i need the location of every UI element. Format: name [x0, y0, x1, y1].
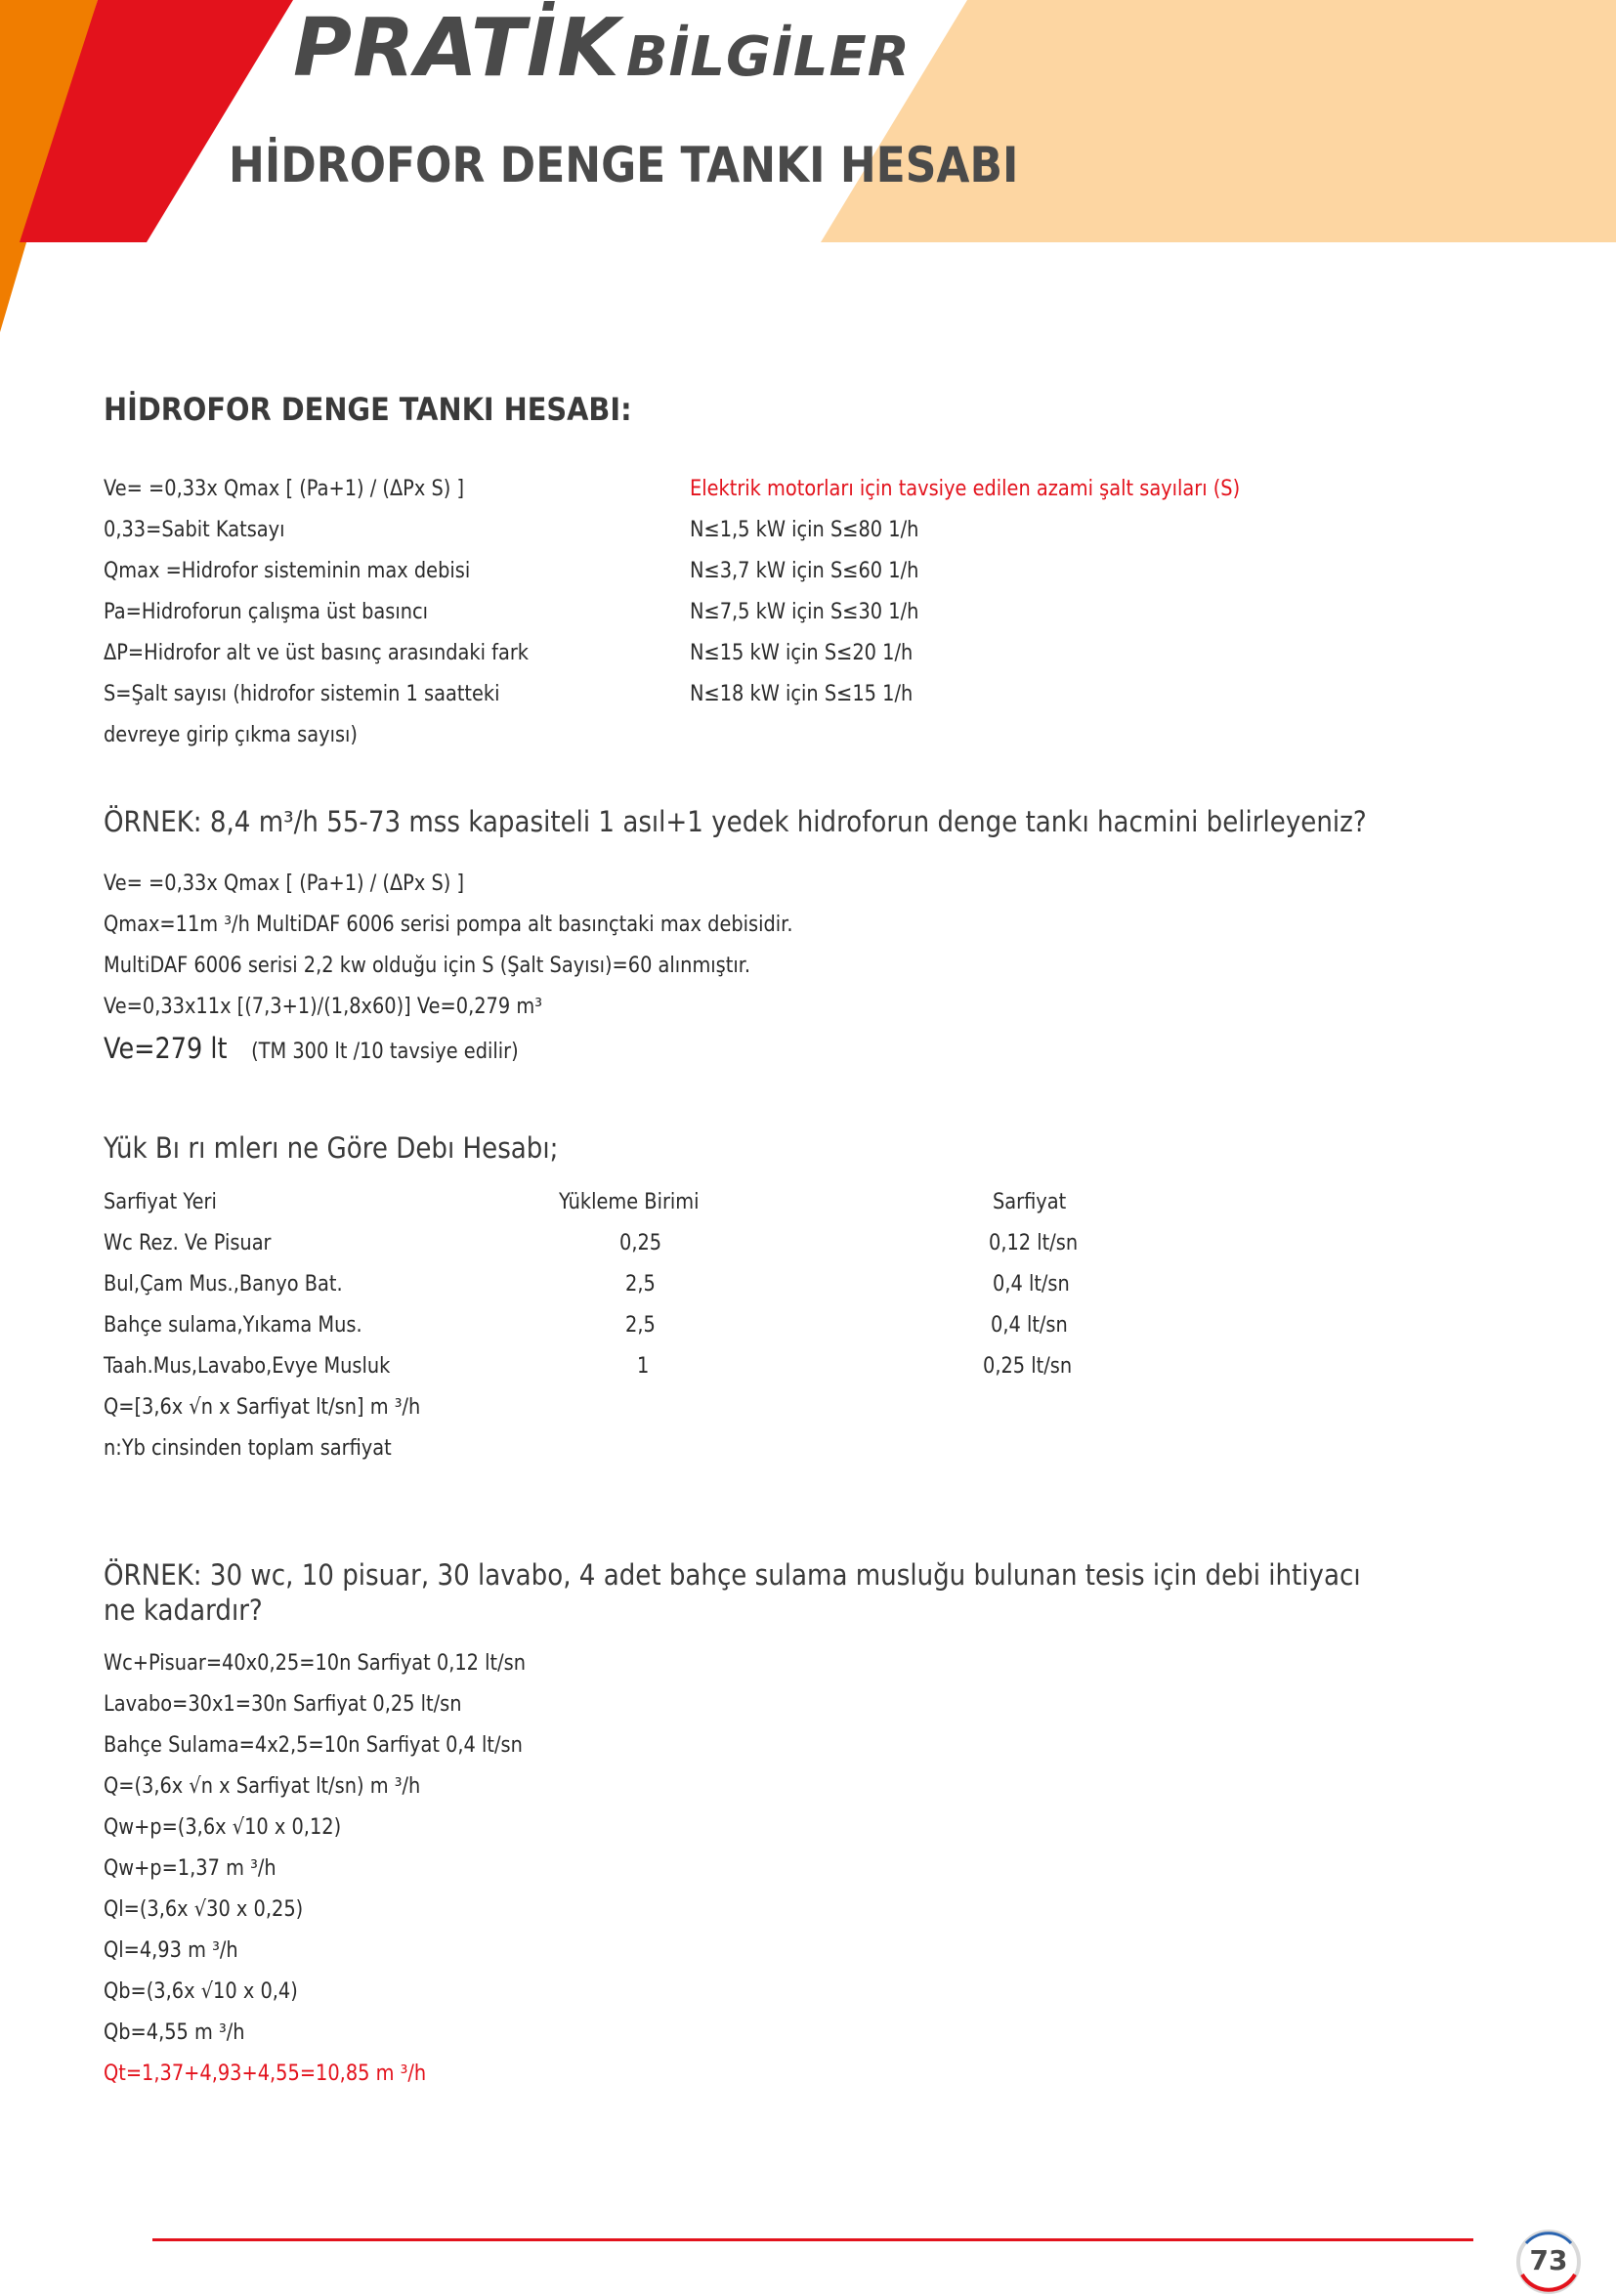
table-cell: 0,12 lt/sn — [989, 1231, 1079, 1255]
example2-line: Wc+Pisuar=40x0,25=10n Sarfiyat 0,12 lt/sn — [104, 1651, 527, 1676]
example1-result: Ve=279 lt — [104, 1032, 228, 1065]
example1-body — [104, 864, 887, 1069]
banner-peach-block — [821, 0, 1616, 242]
table-cell: Taah.Mus,Lavabo,Evye Musluk — [104, 1354, 391, 1379]
example2-line: Q=(3,6x √n x Sarfiyat lt/sn) m ³/h — [104, 1774, 421, 1799]
formula-line: Pa=Hidroforun çalışma üst basıncı — [104, 600, 429, 624]
example1-result-line — [104, 1028, 792, 1069]
debi-formula — [104, 1387, 464, 1469]
example1-recommendation: (TM 300 lt /10 tavsiye edilir) — [251, 1040, 519, 1064]
formula-line: 0,33=Sabit Katsayı — [104, 518, 285, 542]
example2-line: Ql=4,93 m ³/h — [104, 1938, 238, 1963]
example2-line: Ql=(3,6x √30 x 0,25) — [104, 1897, 304, 1922]
formula-definitions — [104, 469, 586, 756]
example1-line: Qmax=11m ³/h MultiDAF 6006 serisi pompa alt basınçtaki max debisidir. — [104, 913, 793, 937]
switching-line: N≤18 kW için S≤15 1/h — [690, 682, 914, 706]
page-title: HİDROFOR DENGE TANKI HESABI — [229, 137, 1019, 193]
switching-line: N≤3,7 kW için S≤60 1/h — [690, 559, 919, 583]
switching-line: N≤7,5 kW için S≤30 1/h — [690, 600, 919, 624]
example1-line: Ve=0,33x11x [(7,3+1)/(1,8x60)] Ve=0,279 m³ — [104, 995, 542, 1019]
formula-line: S=Şalt sayısı (hidrofor sistemin 1 saatteki — [104, 682, 500, 706]
brand-title: PRATİK — [293, 2, 620, 95]
example2-result: Qt=1,37+4,93+4,55=10,85 m ³/h — [104, 2062, 427, 2086]
formula-line: devreye girip çıkma sayısı) — [104, 723, 358, 747]
example2-heading-line: ÖRNEK: 30 wc, 10 pisuar, 30 lavabo, 4 adet bahçe sulama musluğu bulunan tesis için debi ihtiyacı — [104, 1558, 1361, 1592]
formula-line: Ve= =0,33x Qmax [ (Pa+1) / (ΔPx S) ] — [104, 477, 465, 501]
example2-line: Qw+p=1,37 m ³/h — [104, 1856, 276, 1881]
example2-line: Qw+p=(3,6x √10 x 0,12) — [104, 1815, 342, 1840]
switching-recommendations — [690, 469, 1315, 715]
table-header-load-unit: Yükleme Birimi — [559, 1190, 700, 1214]
example2-line: Lavabo=30x1=30n Sarfiyat 0,25 lt/sn — [104, 1692, 462, 1717]
formula-line: Qmax =Hidrofor sisteminin max debisi — [104, 559, 471, 583]
table-cell: 0,25 — [619, 1231, 662, 1255]
table-header-consumption: Sarfiyat — [993, 1190, 1067, 1214]
example2-heading — [104, 1557, 1361, 1628]
table-cell: Wc Rez. Ve Pisuar — [104, 1231, 272, 1255]
formula-line: ΔP=Hidrofor alt ve üst basınç arasındaki fark — [104, 641, 529, 665]
switching-line: N≤15 kW için S≤20 1/h — [690, 641, 914, 665]
debi-formula-line: Q=[3,6x √n x Sarfiyat lt/sn] m ³/h — [104, 1395, 421, 1420]
example1-line: Ve= =0,33x Qmax [ (Pa+1) / (ΔPx S) ] — [104, 872, 465, 896]
example2-line: Qb=4,55 m ³/h — [104, 2020, 245, 2045]
switching-line: N≤1,5 kW için S≤80 1/h — [690, 518, 919, 542]
example1-heading: ÖRNEK: 8,4 m³/h 55-73 mss kapasiteli 1 asıl+1 yedek hidroforun denge tankı hacmini belirleyeniz? — [104, 805, 1367, 838]
example2-body — [104, 1643, 583, 2095]
table-header-location: Sarfiyat Yeri — [104, 1190, 217, 1214]
page-number: 73 — [1529, 2244, 1568, 2276]
brand-subtitle: BİLGİLER — [625, 25, 911, 89]
section-heading-denge-tanki: HİDROFOR DENGE TANKI HESABI: — [104, 391, 632, 428]
debi-formula-line: n:Yb cinsinden toplam sarfiyat — [104, 1436, 392, 1461]
example2-heading-line: ne kadardır? — [104, 1594, 263, 1627]
section-heading-debi: Yük Bı rı mlerı ne Göre Debı Hesabı; — [104, 1131, 559, 1165]
table-cell: 1 — [637, 1354, 650, 1379]
table-cell: Bahçe sulama,Yıkama Mus. — [104, 1313, 362, 1338]
brand-logo-text — [293, 2, 911, 95]
table-cell: 0,4 lt/sn — [991, 1313, 1068, 1338]
example1-line: MultiDAF 6006 serisi 2,2 kw olduğu için S (Şalt Sayısı)=60 alınmıştır. — [104, 954, 751, 978]
table-cell: 0,4 lt/sn — [993, 1272, 1070, 1297]
table-cell: 2,5 — [625, 1272, 656, 1297]
example2-line: Qb=(3,6x √10 x 0,4) — [104, 1979, 298, 2004]
table-cell: 2,5 — [625, 1313, 656, 1338]
table-cell: 0,25 lt/sn — [983, 1354, 1073, 1379]
table-cell: Bul,Çam Mus.,Banyo Bat. — [104, 1272, 343, 1297]
switching-heading: Elektrik motorları için tavsiye edilen azami şalt sayıları (S) — [690, 477, 1241, 501]
footer-divider — [152, 2238, 1473, 2241]
example2-line: Bahçe Sulama=4x2,5=10n Sarfiyat 0,4 lt/sn — [104, 1733, 523, 1758]
